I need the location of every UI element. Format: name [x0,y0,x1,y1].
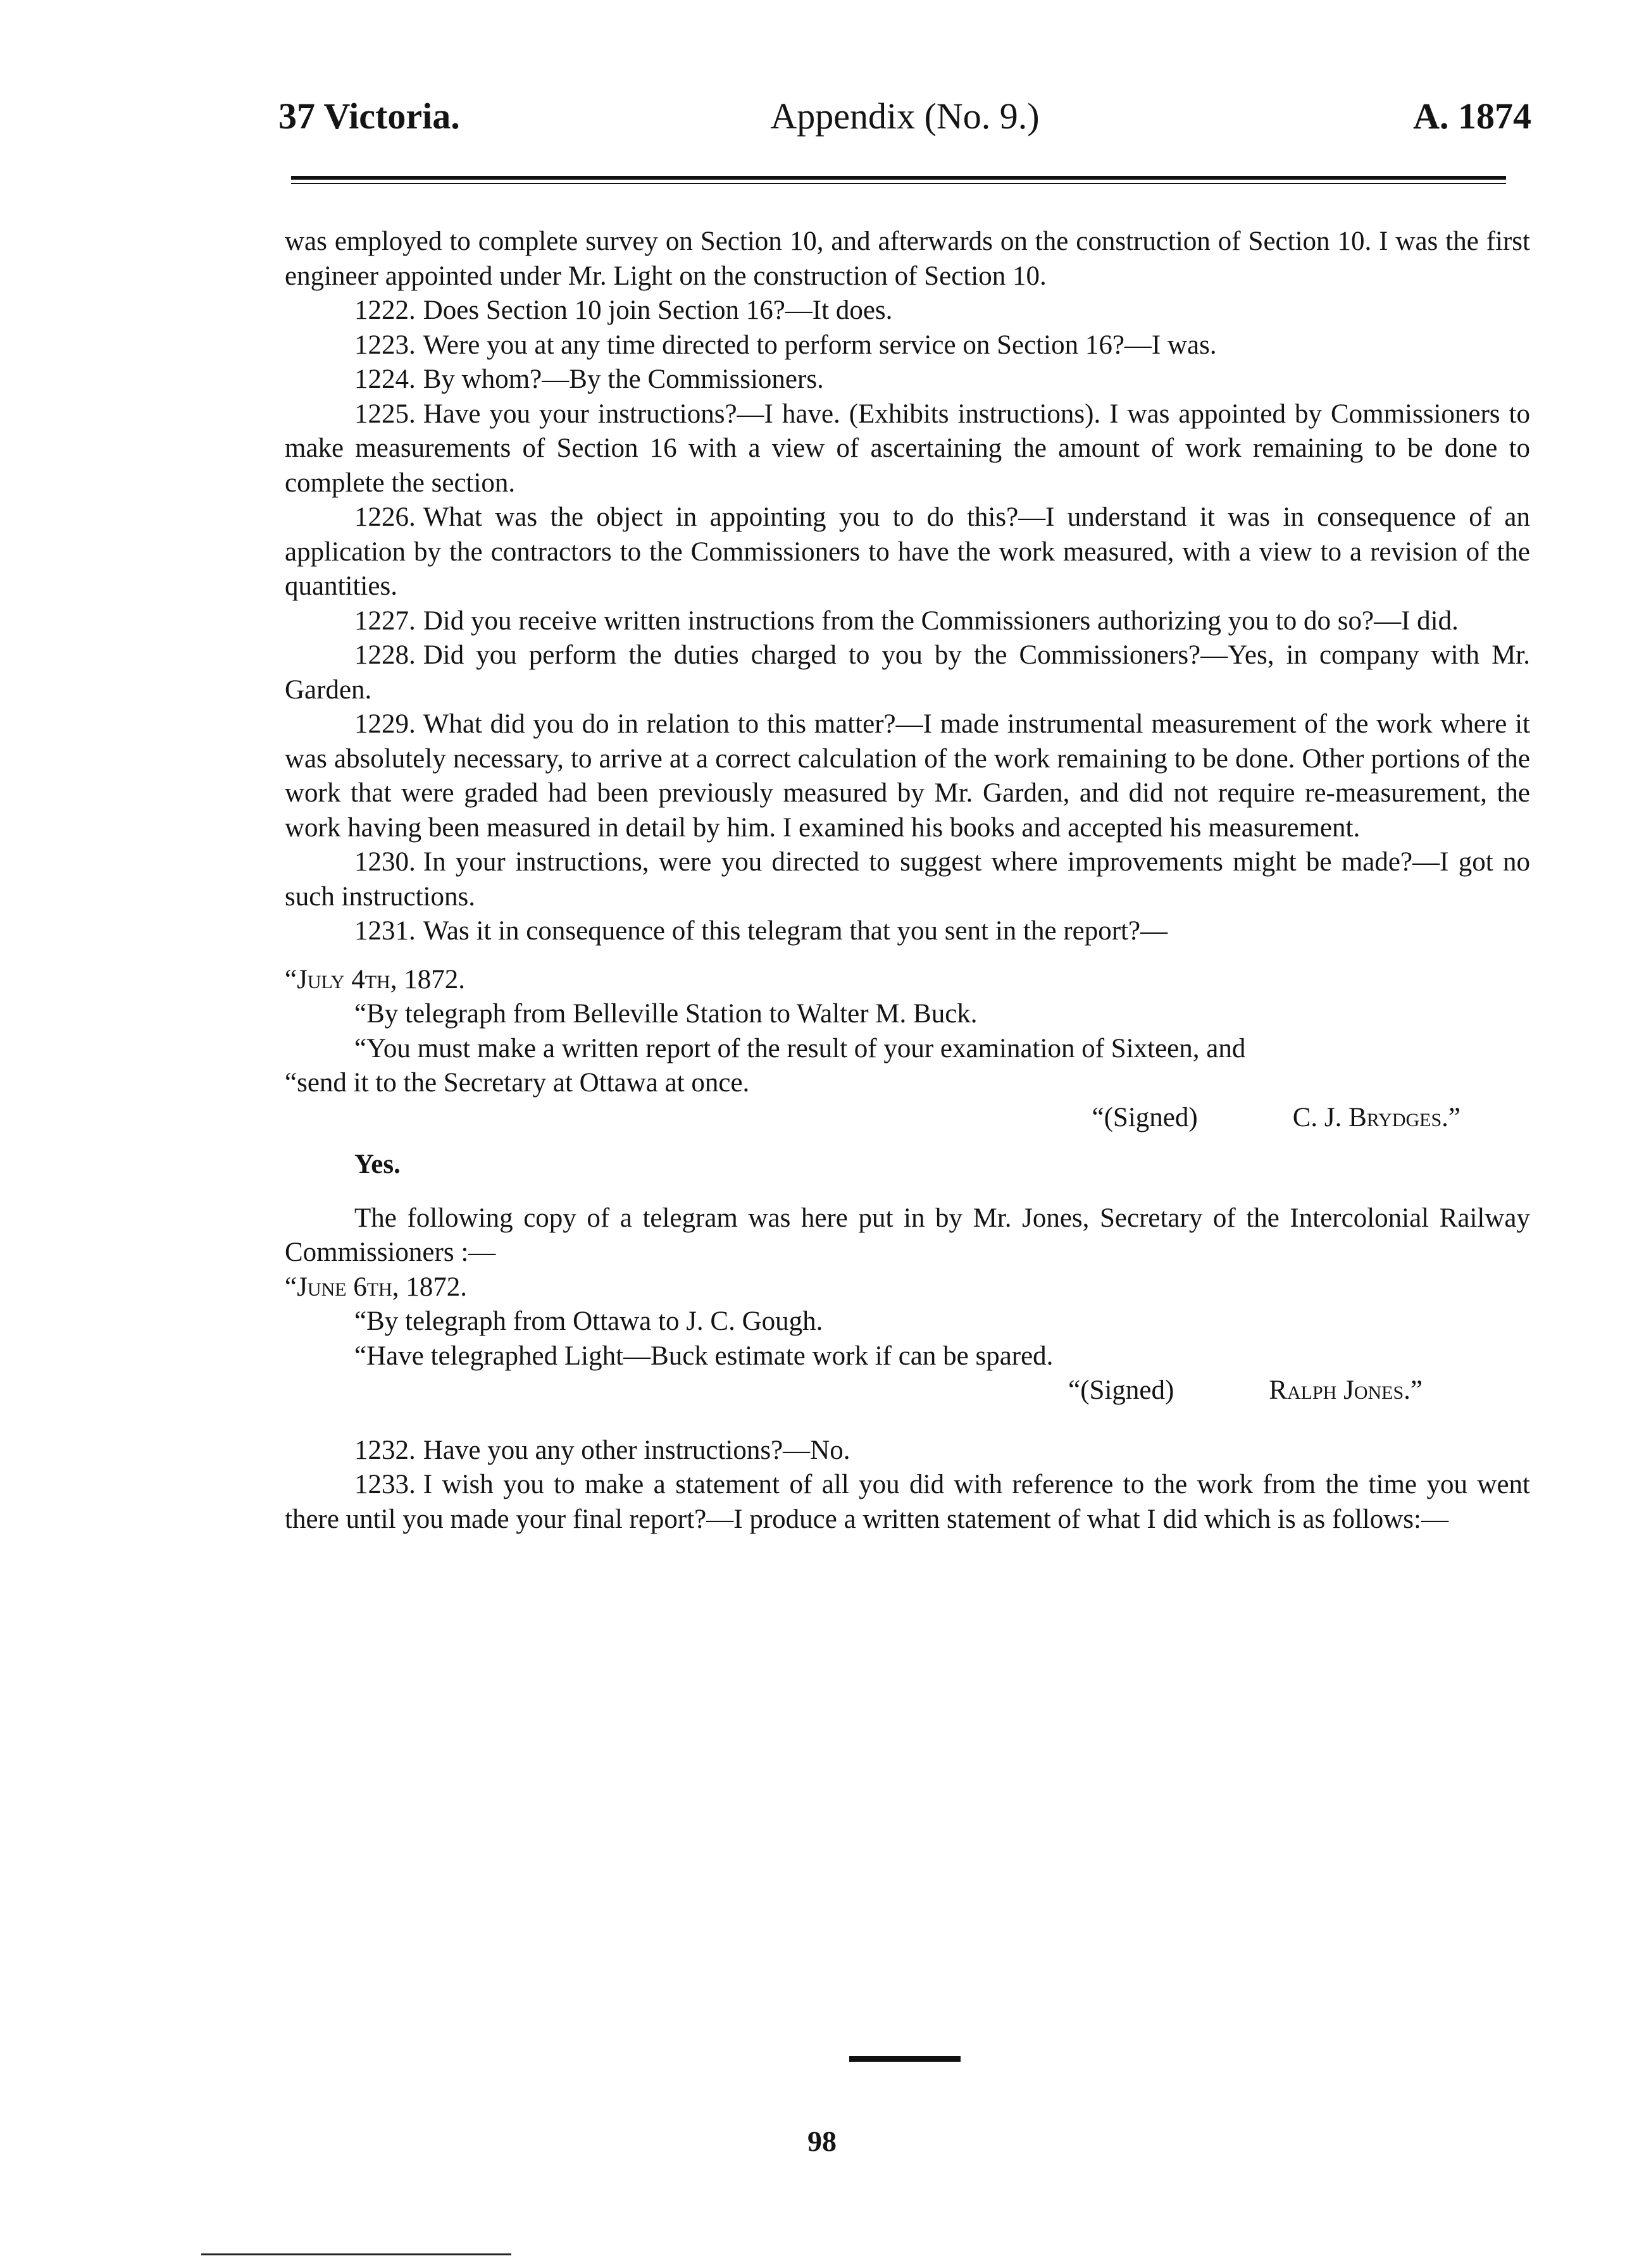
question-1230: 1230. In your instructions, were you directed to suggest where improvements might be made?—I got no such instructions. [285,847,1530,912]
running-header [278,95,1531,152]
answer-yes: Yes. [354,1149,401,1179]
telegram-2-date: “June 6th, 1872. [285,1272,467,1302]
header-session: 37 Victoria. [278,96,460,137]
question-1232: 1232. Have you any other instructions?—No. [354,1435,850,1465]
question-1227: 1227. Did you receive written instructions from the Commissioners authorizing you to do so?—I did. [354,605,1459,636]
telegram-2-intro: The following copy of a telegram was here put in by Mr. Jones, Secretary of the Intercolonial Railway Commissioners :— [285,1203,1530,1267]
telegram-2-line: “Have telegraphed Light—Buck estimate work if can be spared. [354,1341,1054,1371]
question-1229: 1229. What did you do in relation to this matter?—I made instrumental measurement of the work where it was absolutely necessary, to arrive at a correct calculation of the work remaining to be done. Other portions of the work that were graded had been previously measured by Mr. Garden, and did not require re-measurement, the work having been measured in detail by him. I examined his books and accepted his measurement. [285,709,1530,843]
question-1233: 1233. I wish you to make a statement of all you did with reference to the work from the time you went there until you made your final report?—I produce a written statement of what I did which is as follows:— [285,1470,1530,1534]
question-1223: 1223. Were you at any time directed to perform service on Section 16?—I was. [354,330,1217,360]
header-appendix: Appendix (No. 9.) [770,96,1040,137]
page-body [285,225,1530,1537]
telegram-1-signature: “(Signed) C. J. Brydges.” [1092,1102,1460,1132]
page-number: 98 [807,2125,837,2157]
footer-rule [201,2253,511,2255]
question-1224: 1224. By whom?—By the Commissioners. [354,364,824,394]
question-1222: 1222. Does Section 10 join Section 16?—It does. [354,295,893,325]
header-rule-thick [291,176,1506,180]
telegram-1-line: “You must make a written report of the result of your examination of Sixteen, and [354,1033,1246,1063]
telegram-2-line: “By telegraph from Ottawa to J. C. Gough. [354,1306,823,1336]
header-rule-thin [291,183,1506,184]
telegram-2-signature: “(Signed) Ralph Jones.” [1068,1375,1423,1405]
spacer [285,1408,1530,1434]
question-1231: 1231. Was it in consequence of this telegram that you sent in the report?— [354,916,1168,946]
telegram-1-date: “July 4th, 1872. [285,964,465,995]
header-rule [291,176,1506,184]
telegram-1-line: “send it to the Secretary at Ottawa at once. [285,1068,750,1098]
telegram-1-line: “By telegraph from Belleville Station to Walter M. Buck. [354,999,978,1029]
question-1226: 1226. What was the object in appointing you to do this?—I understand it was in consequence of an application by the contractors to the Commissioners to have the work measured, with a view to a revision of the quantities. [285,502,1530,601]
section-divider [849,2056,961,2062]
header-year: A. 1874 [1413,96,1531,137]
paragraph-continuation: was employed to complete survey on Section 10, and afterwards on the construction of Section 10. I was the first engineer appointed under Mr. Light on the construction of Section 10. [285,226,1530,291]
question-1225: 1225. Have you your instructions?—I have. (Exhibits instructions). I was appointed by Commissioners to make measurements of Section 16 with a view of ascertaining the amount of work remaining to be done to complete the section. [285,399,1530,498]
question-1228: 1228. Did you perform the duties charged to you by the Commissioners?—Yes, in company with Mr. Garden. [285,640,1530,705]
